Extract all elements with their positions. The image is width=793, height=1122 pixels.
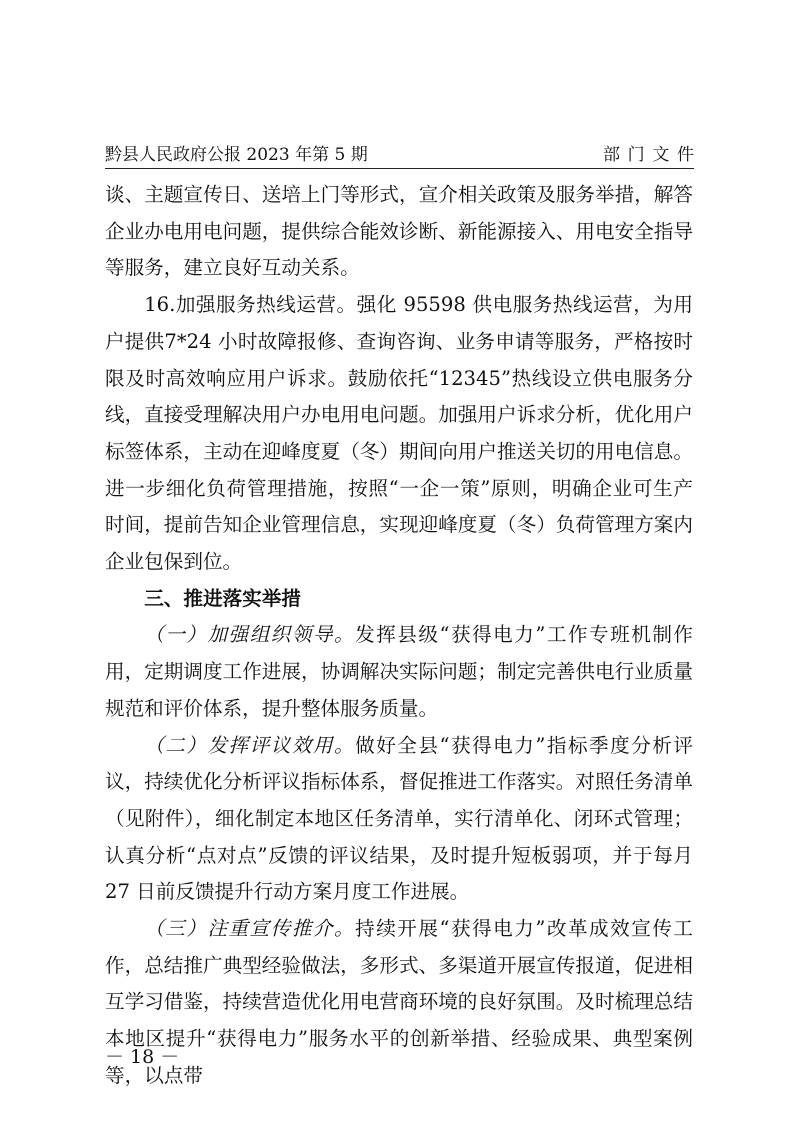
paragraph-subsection-1: [105, 617, 693, 727]
subsection-2-label: （二）发挥评议效用。: [144, 733, 356, 757]
document-body: [105, 177, 693, 1095]
subsection-1-label: （一）加强组织领导。: [144, 623, 356, 647]
paragraph-subsection-2: [105, 728, 693, 912]
paragraph-subsection-3: [105, 911, 693, 1095]
gazette-title: 黔县人民政府公报 2023 年第 5 期: [105, 145, 368, 165]
page-number: － 18 －: [105, 1046, 180, 1068]
header-rule: [105, 168, 694, 169]
paragraph-item-16: 16.加强服务热线运营。强化 95598 供电服务热线运营，为用户提供7*24 小时故障报修、查询咨询、业务申请等服务，严格按时限及时高效响应用户诉求。鼓励依托“12345”热线设立供电服务分线，直接受理解决用户办电用电问题。加强用户诉求分析，优化用户标签体系，主动在迎峰度夏（冬）期间向用户推送关切的用电信息。进一步细化负荷管理措施，按照“一企一策”原则，明确企业可生产时间，提前告知企业管理信息，实现迎峰度夏（冬）负荷管理方案内企业包保到位。: [105, 293, 693, 574]
subsection-3-text: 持续开展“获得电力”改革成效宣传工作，总结推广典型经验做法，多形式、多渠道开展宣传报道，促进相互学习借鉴，持续营造优化用电营商环境的良好氛围。及时梳理总结本地区提升“获得电力”服务水平的创新举措、经验成果、典型案例等，以点带: [105, 917, 694, 1087]
subsection-3-label: （三）注重宣传推介。: [144, 917, 356, 941]
section-heading: 三、推进落实举措: [144, 586, 301, 610]
subsection-2-text: 做好全县“获得电力”指标季度分析评议，持续优化分析评议指标体系，督促推进工作落实。对照任务清单（见附件），细化制定本地区任务清单，实行清单化、闭环式管理；认真分析“点对点”反馈的评议结果，及时提升短板弱项，并于每月 27 日前反馈提升行动方案月度工作进展。: [105, 733, 694, 904]
section-name: 部门文件: [603, 145, 702, 165]
subsection-1-text: 发挥县级“获得电力”工作专班机制作用，定期调度工作进展，协调解决实际问题；制定完善供电行业质量规范和评价体系，提升整体服务质量。: [105, 623, 694, 720]
page-header: [105, 136, 702, 165]
paragraph-continued: 谈、主题宣传日、送培上门等形式，宣介相关政策及服务举措，解答企业办电用电问题，提供综合能效诊断、新能源接入、用电安全指导等服务，建立良好互动关系。: [105, 183, 693, 280]
